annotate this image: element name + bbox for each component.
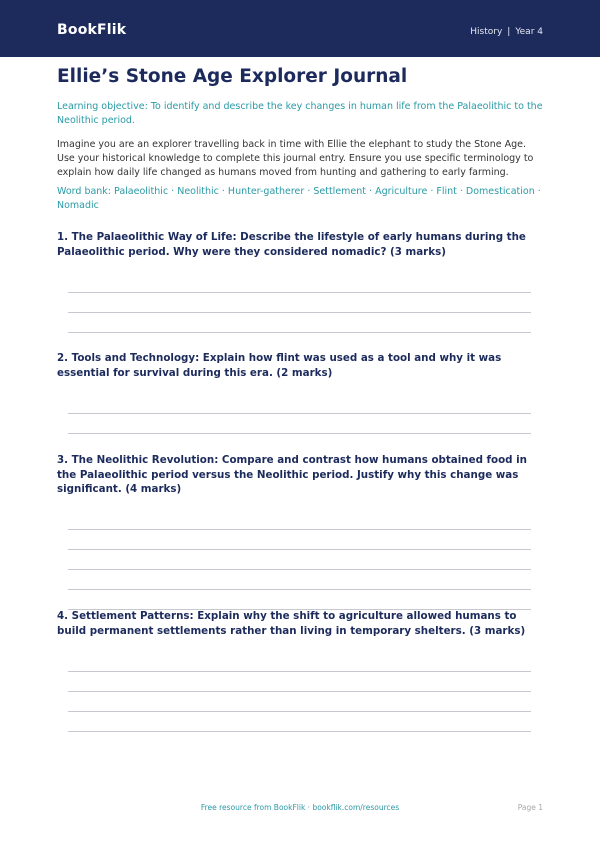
answer-line-q4-3[interactable] <box>68 711 531 712</box>
question-4-prompt: 4. Settlement Patterns: Explain why the shift to agriculture allowed humans to build permanent settlements rather than living in temporary shelters. (3 marks) <box>57 610 526 637</box>
question-2-prompt: 2. Tools and Technology: Explain how flint was used as a tool and why it was essential for survival during this era. (2 marks) <box>57 352 502 379</box>
page-number: Page 1 <box>517 803 543 812</box>
subject-separator: | <box>507 27 511 37</box>
subject-label: History <box>470 27 503 37</box>
word-bank: Word bank: Palaeolithic · Neolithic · Hunter-gatherer · Settlement · Agriculture · Flint · Domestication · Nomadic <box>57 186 541 211</box>
answer-line-q2-1[interactable] <box>68 413 531 414</box>
year-label: Year 4 <box>515 27 543 37</box>
answer-line-q3-3[interactable] <box>68 569 531 570</box>
answer-line-q3-1[interactable] <box>68 529 531 530</box>
answer-line-q4-1[interactable] <box>68 671 531 672</box>
subject-year-label <box>470 27 543 37</box>
answer-line-q4-4[interactable] <box>68 731 531 732</box>
answer-line-q2-2[interactable] <box>68 433 531 434</box>
footer-credit: Free resource from BookFlik · bookflik.com/resources <box>200 803 400 812</box>
answer-line-q1-3[interactable] <box>68 332 531 333</box>
page-header <box>0 0 600 57</box>
question-3-prompt: 3. The Neolithic Revolution: Compare and contrast how humans obtained food in the Palaeolithic period versus the Neolithic period. Justify why this change was significant. (4 marks) <box>57 454 528 495</box>
answer-line-q3-2[interactable] <box>68 549 531 550</box>
question-1-prompt: 1. The Palaeolithic Way of Life: Describe the lifestyle of early humans during the Palaeolithic period. Why were they considered nomadic? (3 marks) <box>57 231 526 258</box>
answer-line-q1-2[interactable] <box>68 312 531 313</box>
learning-objective: Learning objective: To identify and describe the key changes in human life from the Palaeolithic to the Neolithic period. <box>57 101 543 126</box>
answer-line-q1-1[interactable] <box>68 292 531 293</box>
brand-logo-text: BookFlik <box>57 22 127 38</box>
answer-line-q3-4[interactable] <box>68 589 531 590</box>
answer-line-q4-2[interactable] <box>68 691 531 692</box>
intro-paragraph: Imagine you are an explorer travelling back in time with Ellie the elephant to study the Stone Age. Use your historical knowledge to complete this journal entry. Ensure you use specific terminology to explain how daily life changed as humans moved from hunting and gathering to early farming. <box>57 139 534 178</box>
worksheet-title: Ellie’s Stone Age Explorer Journal <box>57 66 408 87</box>
